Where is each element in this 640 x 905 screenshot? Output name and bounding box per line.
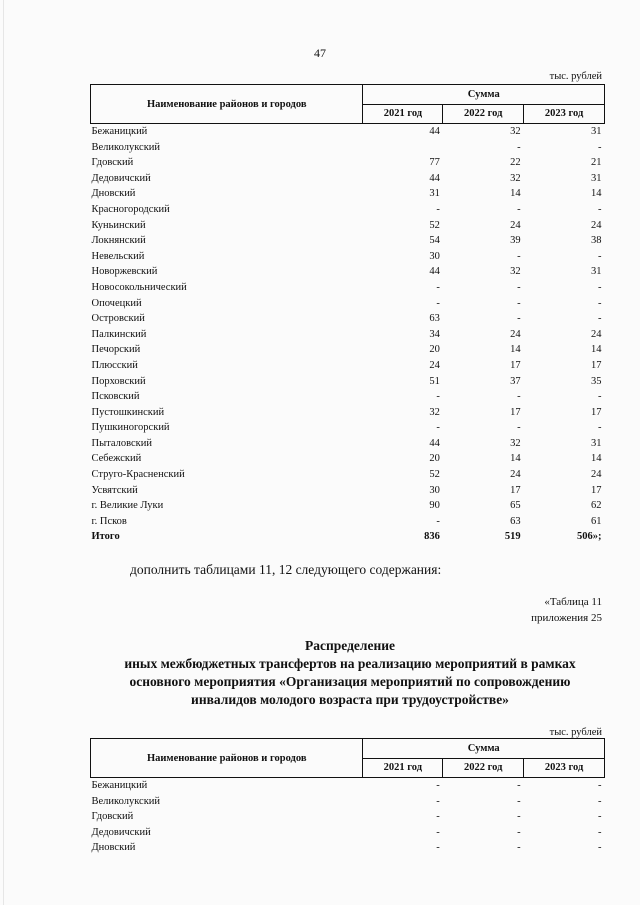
amount-cell: 14 — [591, 453, 602, 465]
table-row — [91, 498, 605, 514]
amount-cell: 63 — [510, 515, 521, 527]
amount-cell: 17 — [591, 359, 602, 371]
table-row — [91, 124, 605, 140]
table-row — [91, 405, 605, 421]
section-heading — [60, 637, 640, 709]
table-row — [91, 233, 605, 249]
amount-cell: 24 — [591, 219, 602, 231]
district-name: Новосокольнический — [91, 281, 187, 293]
district-name: Гдовский — [91, 157, 134, 169]
amount-cell: - — [436, 780, 440, 791]
amount-cell — [363, 140, 443, 156]
amount-cell: 38 — [591, 235, 602, 247]
amount-cell: 21 — [591, 157, 602, 169]
amount-cell: - — [517, 313, 521, 325]
district-name: Куньинский — [91, 219, 146, 231]
amount-cell: - — [517, 780, 521, 791]
page-number: 47 — [314, 46, 326, 60]
amount-cell: - — [598, 297, 602, 309]
district-name: Дновский — [91, 842, 136, 854]
amount-cell: 506»; — [577, 531, 602, 543]
amount-cell: 31 — [591, 266, 602, 278]
district-name: Себежский — [91, 453, 142, 465]
amount-cell: - — [598, 826, 602, 838]
amount-cell: 30 — [429, 250, 440, 262]
amount-cell: 39 — [510, 235, 521, 247]
district-name: Опочецкий — [91, 297, 142, 309]
table-total-row — [91, 529, 605, 545]
amount-cell: - — [598, 811, 602, 823]
district-name: Пыталовский — [91, 437, 152, 449]
district-name: Дновский — [91, 188, 136, 200]
table-row — [91, 794, 605, 810]
amount-cell: - — [517, 422, 521, 434]
table-row — [91, 264, 605, 280]
amount-cell: - — [598, 141, 602, 153]
amount-cell: 24 — [510, 469, 521, 481]
units-label: тыс. рублей — [549, 71, 602, 82]
table-row — [91, 840, 605, 856]
amount-cell: 54 — [429, 235, 440, 247]
amount-cell: 31 — [429, 188, 440, 200]
district-name: Печорский — [91, 344, 141, 356]
amount-cell: 65 — [510, 500, 521, 512]
amount-cell: 44 — [429, 126, 440, 137]
amount-cell: 14 — [591, 344, 602, 356]
district-name: Невельский — [91, 250, 145, 262]
column-header-year: 2021 год — [363, 758, 443, 778]
amount-cell: - — [517, 203, 521, 215]
amount-cell: 32 — [510, 437, 521, 449]
amount-cell: - — [517, 391, 521, 403]
table-row — [91, 451, 605, 467]
amount-cell: 51 — [429, 375, 440, 387]
amount-cell: 44 — [429, 172, 440, 184]
table-row — [91, 218, 605, 234]
table-row — [91, 342, 605, 358]
amount-cell: 44 — [429, 266, 440, 278]
amount-cell: - — [517, 842, 521, 854]
district-name: Великолукский — [91, 795, 161, 807]
district-name: Дедовичский — [91, 826, 151, 838]
table-row — [91, 809, 605, 825]
amount-cell: 20 — [429, 453, 440, 465]
table-reference: «Таблица 11 — [544, 596, 602, 608]
table-row — [91, 249, 605, 265]
amount-cell: - — [517, 250, 521, 262]
amount-cell: - — [517, 281, 521, 293]
table-row — [91, 358, 605, 374]
amount-cell: - — [436, 826, 440, 838]
amount-cell: 24 — [510, 219, 521, 231]
column-header-year: 2021 год — [363, 104, 443, 124]
district-name: Псковский — [91, 391, 140, 403]
table-row — [91, 280, 605, 296]
table-row — [91, 825, 605, 841]
district-name: г. Псков — [91, 515, 127, 527]
table-row — [91, 171, 605, 187]
amount-cell: - — [436, 842, 440, 854]
table-row — [91, 186, 605, 202]
table-row — [91, 374, 605, 390]
amount-cell: 31 — [591, 172, 602, 184]
amount-cell: 20 — [429, 344, 440, 356]
amount-cell: - — [436, 795, 440, 807]
amount-cell: 17 — [510, 484, 521, 496]
amount-cell: - — [598, 842, 602, 854]
amount-cell: 14 — [510, 344, 521, 356]
amount-cell: - — [436, 811, 440, 823]
amount-cell: 24 — [591, 328, 602, 340]
district-name: Палкинский — [91, 328, 147, 340]
scan-edge-line — [3, 0, 4, 905]
district-name: Усвятский — [91, 484, 138, 496]
amount-cell: - — [598, 313, 602, 325]
table-row — [91, 155, 605, 171]
district-name: Пустошкинский — [91, 406, 165, 418]
amount-cell: 31 — [591, 437, 602, 449]
amount-cell: 52 — [429, 219, 440, 231]
column-header-year: 2023 год — [524, 758, 605, 778]
amount-cell: - — [436, 203, 440, 215]
table-row — [91, 296, 605, 312]
amount-cell: 32 — [510, 266, 521, 278]
amount-cell: - — [436, 422, 440, 434]
amount-cell: 62 — [591, 500, 602, 512]
amount-cell: - — [598, 422, 602, 434]
table-row — [91, 778, 605, 794]
amount-cell: 14 — [591, 188, 602, 200]
amount-cell: 44 — [429, 437, 440, 449]
table-row — [91, 514, 605, 530]
amount-cell: 37 — [510, 375, 521, 387]
amount-cell: - — [436, 515, 440, 527]
district-name: Локнянский — [91, 235, 146, 247]
amount-cell: 17 — [510, 359, 521, 371]
amount-cell: 24 — [429, 359, 440, 371]
amount-cell: 14 — [510, 188, 521, 200]
amount-cell: 31 — [591, 126, 602, 137]
table-row — [91, 420, 605, 436]
amount-cell: - — [517, 826, 521, 838]
amount-cell: 90 — [429, 500, 440, 512]
amount-cell: - — [436, 297, 440, 309]
amount-cell: - — [517, 811, 521, 823]
amount-cell: 34 — [429, 328, 440, 340]
column-header-name: Наименование районов и городов — [91, 85, 363, 124]
table-row — [91, 389, 605, 405]
district-name: г. Великие Луки — [91, 500, 164, 512]
amount-cell: 61 — [591, 515, 602, 527]
units-label: тыс. рублей — [549, 727, 602, 738]
heading-line: иных межбюджетных трансфертов на реализацию мероприятий в рамках — [124, 656, 576, 671]
district-name: Струго-Красненский — [91, 469, 185, 481]
amount-cell: - — [517, 141, 521, 153]
amount-cell: 22 — [510, 157, 521, 169]
amount-cell: 24 — [591, 469, 602, 481]
district-name: Порховский — [91, 375, 146, 387]
amount-cell: 30 — [429, 484, 440, 496]
heading-line: инвалидов молодого возраста при трудоустройстве» — [191, 692, 509, 707]
table-row — [91, 467, 605, 483]
column-header-name: Наименование районов и городов — [91, 739, 363, 778]
amount-cell: 32 — [510, 126, 521, 137]
district-name: Пушкиногорский — [91, 422, 170, 434]
amount-cell: - — [436, 391, 440, 403]
district-name: Новоржевский — [91, 266, 158, 278]
amount-cell: 17 — [510, 406, 521, 418]
amount-cell: 24 — [510, 328, 521, 340]
total-label: Итого — [91, 531, 120, 543]
table-row — [91, 140, 605, 156]
amount-cell: 17 — [591, 406, 602, 418]
amount-cell: - — [598, 780, 602, 791]
amount-cell: - — [598, 250, 602, 262]
amount-cell: 52 — [429, 469, 440, 481]
heading-line: основного мероприятия «Организация мероприятий по сопровождению — [129, 674, 571, 689]
amount-cell: 14 — [510, 453, 521, 465]
distribution-table-1 — [90, 84, 605, 545]
amendment-text: дополнить таблицами 11, 12 следующего содержания: — [130, 562, 442, 577]
amount-cell: - — [598, 391, 602, 403]
appendix-reference: приложения 25 — [531, 612, 602, 624]
district-name: Плюсский — [91, 359, 138, 371]
column-header-sum: Сумма — [363, 739, 605, 759]
district-name: Гдовский — [91, 811, 134, 823]
amount-cell: 17 — [591, 484, 602, 496]
column-header-year: 2023 год — [524, 104, 605, 124]
amount-cell: 63 — [429, 313, 440, 325]
table-row — [91, 202, 605, 218]
amount-cell: 32 — [510, 172, 521, 184]
district-name: Дедовичский — [91, 172, 151, 184]
amount-cell: - — [598, 795, 602, 807]
amount-cell: 519 — [504, 531, 521, 543]
table-row — [91, 436, 605, 452]
amount-cell: 77 — [429, 157, 440, 169]
district-name: Бежаницкий — [91, 126, 148, 137]
column-header-year: 2022 год — [443, 104, 524, 124]
amount-cell: 35 — [591, 375, 602, 387]
amount-cell: - — [517, 297, 521, 309]
heading-line: Распределение — [304, 638, 396, 653]
amount-cell: 32 — [429, 406, 440, 418]
distribution-table-2 — [90, 738, 605, 856]
district-name: Бежаницкий — [91, 780, 148, 791]
table-row — [91, 327, 605, 343]
table-row — [91, 483, 605, 499]
table-row — [91, 311, 605, 327]
district-name: Красногородский — [91, 203, 170, 215]
column-header-sum: Сумма — [363, 85, 605, 105]
amount-cell: - — [517, 795, 521, 807]
district-name: Великолукский — [91, 141, 161, 153]
column-header-year: 2022 год — [443, 758, 524, 778]
amount-cell: - — [598, 203, 602, 215]
amount-cell: 836 — [424, 531, 440, 543]
amount-cell: - — [436, 281, 440, 293]
district-name: Островский — [91, 313, 145, 325]
amount-cell: - — [598, 281, 602, 293]
